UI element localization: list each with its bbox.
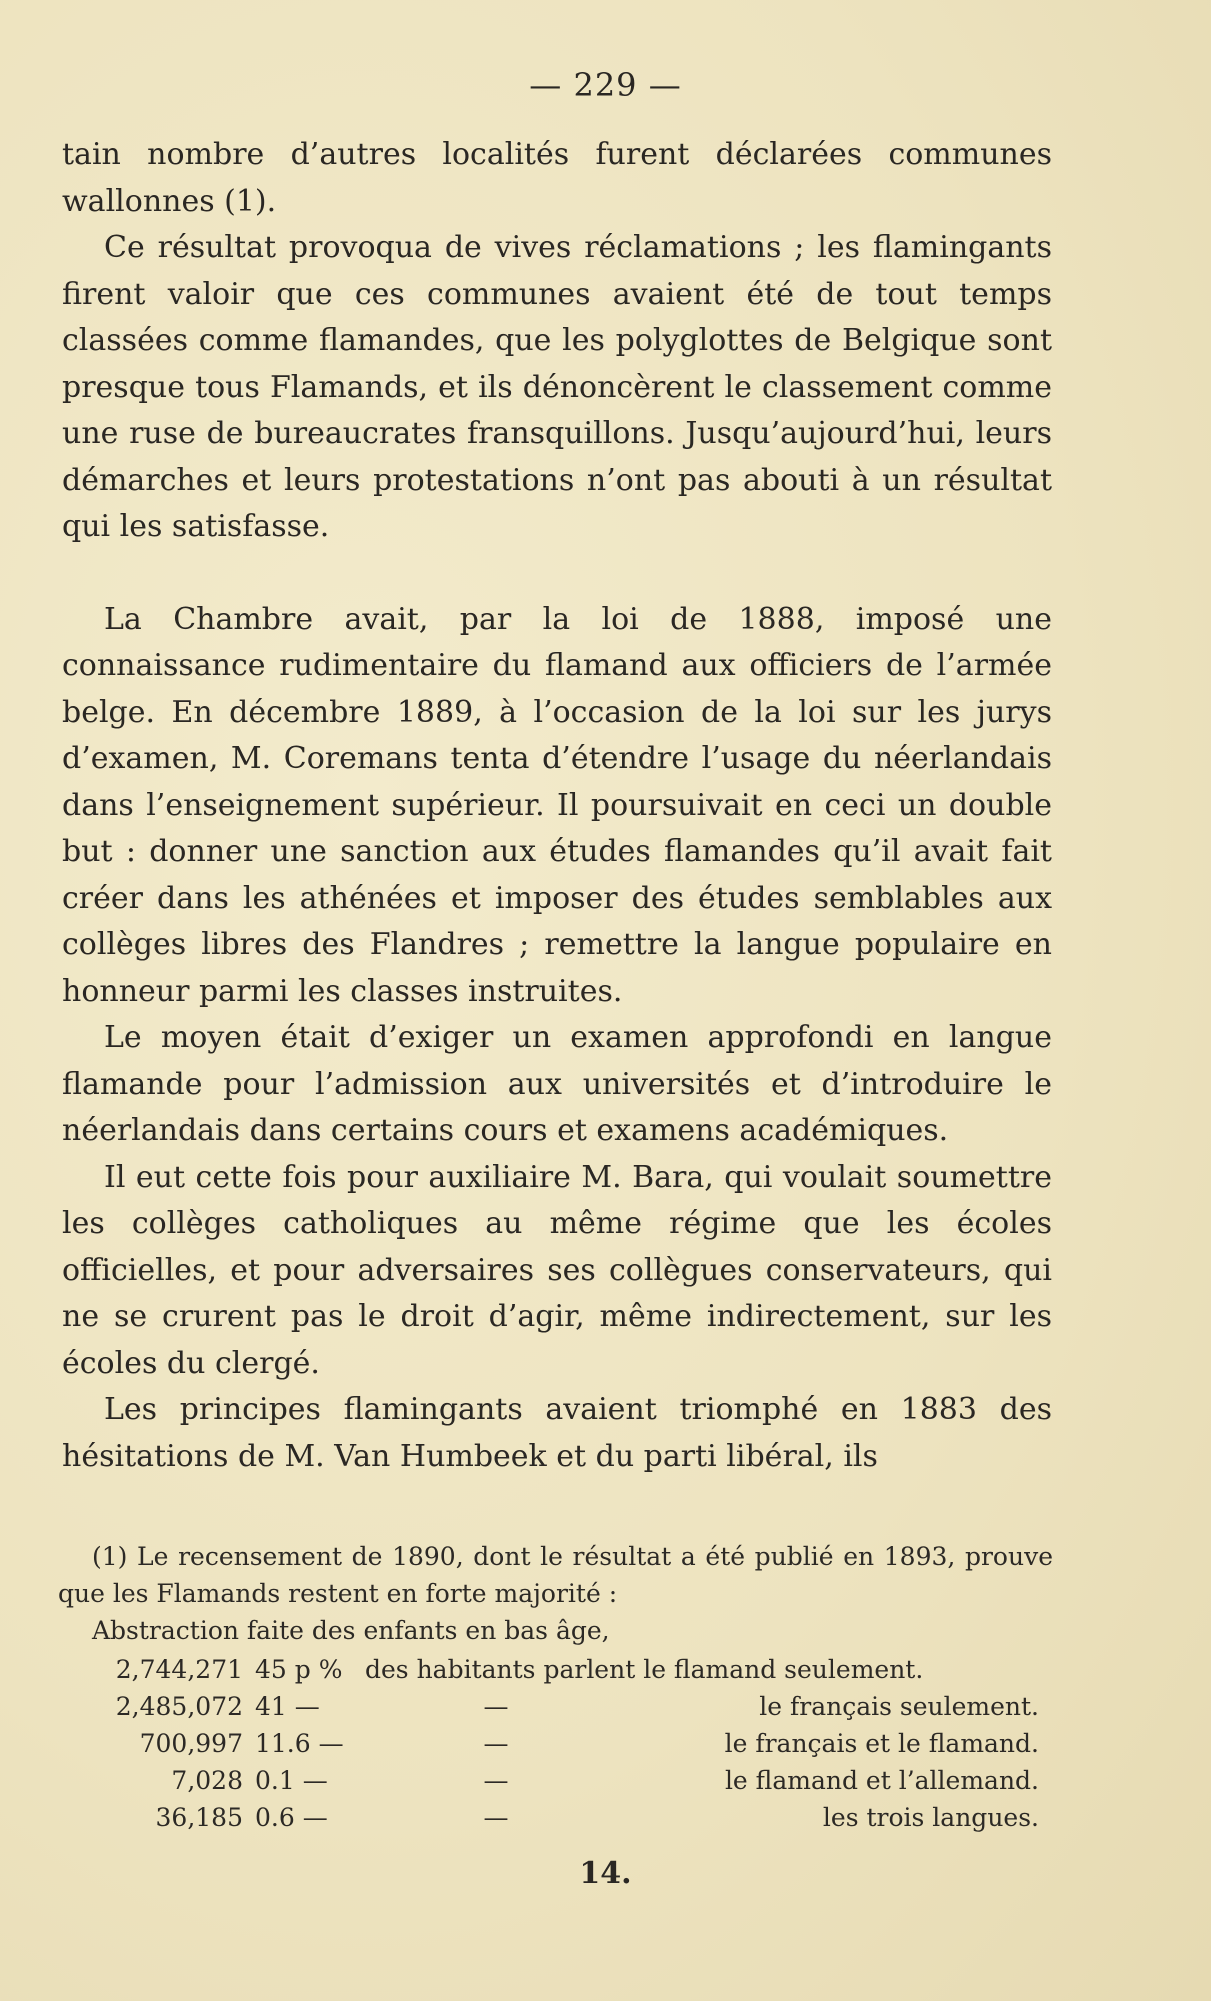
footnote <box>58 1538 1053 1836</box>
census-percent: 11.6 — <box>255 1729 344 1758</box>
census-percent: 41 — <box>255 1692 320 1721</box>
census-ditto: — <box>483 1729 509 1758</box>
page-number: — 229 — <box>529 66 682 104</box>
census-row <box>58 1688 1053 1725</box>
paragraph-5: Il eut cette fois pour auxiliaire M. Bara, qui voulait soumettre les collèges catholiques au même régime que les écoles officielles, et pour adversaires ses collègues conservateurs, qui ne se crurent pas le droit d’agir, même indirectement, sur les écoles du clergé. <box>62 1159 1052 1381</box>
census-row <box>58 1725 1053 1762</box>
census-label: le français et le flamand. <box>724 1729 1039 1758</box>
paragraph-3: La Chambre avait, par la loi de 1888, imposé une connaissance rudimentaire du flamand aux officiers de l’armée belge. En décembre 1889, à l’occasion de la loi sur les jurys d’examen, M. Coremans tenta d’étendre l’usage du néerlandais dans l’enseignement supérieur. Il poursuivait en ceci un double but : donner une sanction aux études flamandes qu’il avait fait créer dans les athénées et imposer des études semblables aux collèges libres des Flandres ; remettre la langue populaire en honneur parmi les classes instruites. <box>62 601 1052 1009</box>
census-count: 2,485,072 <box>115 1692 243 1721</box>
census-ditto: — <box>483 1692 509 1721</box>
census-percent: 45 p % <box>255 1655 343 1684</box>
census-ditto: — <box>483 1766 509 1795</box>
census-ditto: — <box>483 1803 509 1832</box>
census-table <box>58 1651 1053 1836</box>
census-percent: 0.1 — <box>255 1766 328 1795</box>
census-row <box>58 1799 1053 1836</box>
census-label: le flamand et l’allemand. <box>724 1766 1039 1795</box>
paragraph-4: Le moyen était d’exiger un examen approfondi en langue flamande pour l’admission aux universités et d’introduire le néerlandais dans certains cours et examens académiques. <box>62 1020 1052 1148</box>
census-row <box>58 1651 1053 1688</box>
census-count: 36,185 <box>155 1803 243 1832</box>
paragraph-1: tain nombre d’autres localités furent déclarées communes wallonnes (1). <box>62 137 1052 219</box>
census-label: des habitants parlent le flamand seulement. <box>365 1655 924 1684</box>
body-text <box>62 132 1052 1480</box>
census-count: 7,028 <box>171 1766 243 1795</box>
census-label: les trois langues. <box>822 1803 1039 1832</box>
census-percent: 0.6 — <box>255 1803 328 1832</box>
census-label: le français seulement. <box>759 1692 1039 1721</box>
paragraph-6: Les principes flamingants avaient triomphé en 1883 des hésitations de M. Van Humbeek et du parti libéral, ils <box>62 1392 1052 1474</box>
census-count: 700,997 <box>139 1729 243 1758</box>
footnote-text: (1) Le recensement de 1890, dont le résultat a été publié en 1893, prouve que les Flamands restent en forte majorité : <box>58 1542 1053 1608</box>
census-count: 2,744,271 <box>115 1655 243 1684</box>
footnote-abstraction: Abstraction faite des enfants en bas âge, <box>92 1616 610 1645</box>
census-row <box>58 1762 1053 1799</box>
paragraph-2: Ce résultat provoqua de vives réclamations ; les flamingants firent valoir que ces communes avaient été de tout temps classées comme flamandes, que les polyglottes de Belgique sont presque tous Flamands, et ils dénoncèrent le classement comme une ruse de bureaucrates fransquillons. Jusqu’aujourd’hui, leurs démarches et leurs protestations n’ont pas abouti à un résultat qui les satisfasse. <box>62 230 1052 544</box>
signature-mark: 14. <box>579 1856 632 1891</box>
